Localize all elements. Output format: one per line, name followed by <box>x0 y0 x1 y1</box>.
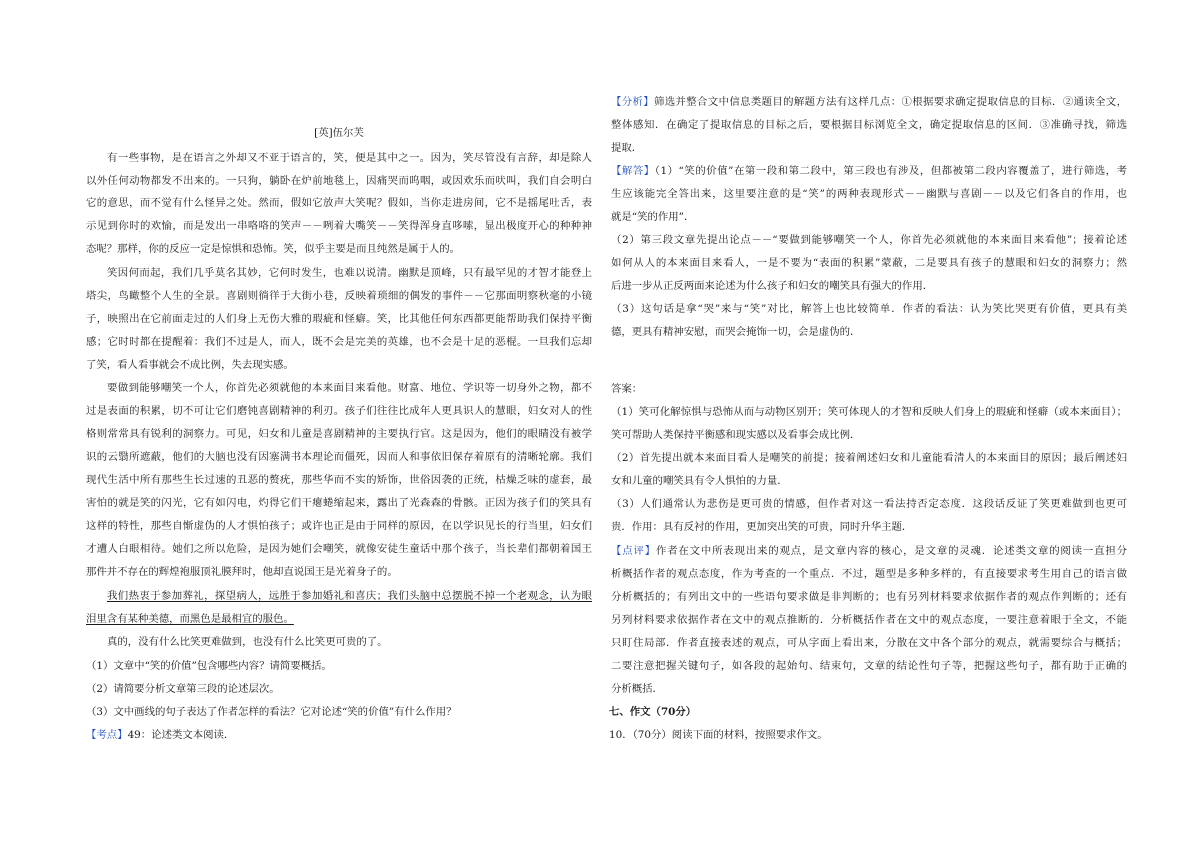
jieda-line <box>611 164 1127 178</box>
kaodian-line <box>86 728 592 742</box>
answer-line: （3）人们通常认为悲伤是更可贵的情感，但作者对这一看法持否定态度．这段话反证了笑更难做到也更可 <box>611 498 1127 510</box>
para3-line: 才遭人白眼相待。她们之所以危险，是因为她们会嘲笑，就像安徒生童话中那个孩子，当长辈们都朝着国王 <box>86 543 592 555</box>
kaodian-tag: 【考点】 <box>86 729 128 741</box>
answer-line: （2）首先提出就本来面目看人是嘲笑的前提；接着阐述妇女和儿童能看清人的本来面目的原因；最后阐述妇 <box>611 452 1127 464</box>
jieda-line: 生应该能完全答出来，这里要注意的是“笑”的两种表现形式－－幽默与喜剧－－以及它们各自的作用，也 <box>611 188 1127 200</box>
para1-line: 示见到你时的欢愉，而是发出一串咯咯的笑声－－咧着大嘴笑－－笑得浑身直哆嗦，显出极度开心的种种神 <box>86 220 592 232</box>
para1-line: 以外任何动物都发不出来的。一只狗，躺卧在炉前地毯上，因痛哭而呜咽，或因欢乐而吠叫，我们自会明白 <box>86 175 592 187</box>
jieda-line: （2）第三段文章先提出论点－－“要做到能够嘲笑一个人，你首先必须就他的本来面目来看他”；接着论述 <box>611 234 1127 246</box>
para1-line: 有一些事物，是在语言之外却又不亚于语言的，笑，便是其中之一。因为，笑尽管没有言辞，却是除人 <box>107 152 592 164</box>
dianping-line: 只盯住局部．作者直接表述的观点，可从字面上看出来，分散在文中各个部分的观点，就需要综合与概括； <box>611 637 1127 649</box>
para2-line: 子，映照出在它前面走过的人们身上无伤大雅的瑕疵和怪癖。笑，比其他任何东西都更能帮助我们保持平衡 <box>86 313 592 325</box>
underlined-sentence-wrap <box>86 612 592 626</box>
para3-line: 现代生活中所有那些生长过速的丑恶的赘疣，那些华而不实的矫饰，世俗因袭的正统，枯燥乏味的虚套，最 <box>86 474 592 486</box>
answer-label: 答案： <box>611 383 643 395</box>
jieda-line: 后进一步从正反两面来论述为什么孩子和妇女的嘲笑具有强大的作用． <box>611 280 934 292</box>
para3-line: 那件并不存在的辉煌袍服顶礼膜拜时，他却直说国王是光着身子的。 <box>86 566 398 578</box>
dianping-line: 分析概括． <box>611 683 663 695</box>
dianping-tag: 【点评】 <box>611 545 656 557</box>
fenxi-line: 提取． <box>611 142 643 154</box>
question-3: （3）文中画线的句子表达了作者怎样的看法？它对论述“笑的价值”有什么作用？ <box>86 706 457 718</box>
dianping-line: 析概括作者的观点态度，作为考查的一个重点．不过，题型是多种多样的，有直接要求考生用自己的语言做 <box>611 568 1127 580</box>
jieda-line: 就是“笑的作用”． <box>611 211 695 223</box>
dianping-text: 作者在文中所表现出来的观点，是文章内容的核心，是文章的灵魂．论述类文章的阅读一直担分 <box>655 545 1127 557</box>
underlined-sentence: 我们热衷于参加葬礼，探望病人，远胜于参加婚礼和喜庆；我们头脑中总摆脱不掉一个老观念，认为眼 <box>107 590 592 602</box>
para1-line: 它的意思，而不觉有什么怪异之处。然而，假如它放声大笑呢？假如，当你走进房间，它不是摇尾吐舌，表 <box>86 197 592 209</box>
para3-line: 格则常常具有锐利的洞察力。可见，妇女和儿童是喜剧精神的主要执行官。这是因为，他们的眼睛没有被学 <box>86 428 592 440</box>
author-line: [英]伍尔芙 <box>314 127 364 139</box>
underlined-sentence: 泪里含有某种美德，而黑色是最相宜的服色。 <box>86 613 294 625</box>
dianping-line: 另列材料要求依据作者在文中的观点推断的．分析概括作者在文中的观点态度，一要注意着眼于全文，不能 <box>611 614 1127 626</box>
question-1: （1）文章中“笑的价值”包含哪些内容？请简要概括。 <box>86 660 332 672</box>
para2-line: 了笑，看人看事就会不成比例，失去现实感。 <box>86 359 294 371</box>
para3-line: 过是表面的积累，切不可让它们磨钝喜剧精神的利刃。孩子们往往比成年人更具识人的慧眼，妇女对人的性 <box>86 405 592 417</box>
answer-line: （1）笑可化解惊惧与恐怖从而与动物区别开；笑可体现人的才智和反映人们身上的瑕疵和怪癖（或本来面目）； <box>611 406 1127 418</box>
jieda-line: 如何从人的本来面目来看人，一是不要为“表面的积累”蒙蔽，二是要具有孩子的慧眼和妇女的洞察力；然 <box>611 257 1127 269</box>
fenxi-line <box>611 95 1127 109</box>
fenxi-tag: 【分析】 <box>611 96 655 108</box>
answer-line: 女和儿童的嘲笑具有令人惧怕的力量． <box>611 475 788 487</box>
para3-line: 识的云翳所遮蔽，他们的大脑也没有因塞满书本理论而僵死，因而人和事依旧保存着原有的清晰轮廓。我们 <box>86 451 592 463</box>
answer-line: 贵．作用：具有反衬的作用，更加突出笑的可贵，同时升华主题． <box>611 521 913 533</box>
question-10: 10．（70分）阅读下面的材料，按照要求作文。 <box>609 729 828 741</box>
dianping-line: 二要注意把握关键句子，如各段的起始句、结束句，文章的结论性句子等，把握这些句子，都有助于正确的 <box>611 660 1127 672</box>
kaodian-text: 49：论述类文本阅读． <box>127 729 235 741</box>
para2-line: 笑因何而起，我们几乎莫名其妙，它何时发生，也难以说清。幽默是顶峰，只有最罕见的才智才能登上 <box>107 267 592 279</box>
jieda-line: 德，更具有精神安慰，而哭会掩饰一切，会是虚伪的． <box>611 326 861 338</box>
dianping-line: 分析概括的；有列出文中的一些语句要求做是非判断的；也有另列材料要求依据作者的观点作判断的；还有 <box>611 591 1127 603</box>
question-2: （2）请简要分析文章第三段的论述层次。 <box>86 683 280 695</box>
para2-line: 塔尖，鸟瞰整个人生的全景。喜剧则徜徉于大街小巷，反映着琐细的偶发的事件－－它那面明察秋毫的小镜 <box>86 290 592 302</box>
para2-line: 感；它时时都在提醒着：我们不过是人，而人，既不会是完美的英雄，也不会是十足的恶棍。一旦我们忘却 <box>86 336 592 348</box>
fenxi-line: 整体感知．在确定了提取信息的目标之后，要根据目标浏览全文，确定提取信息的区间．③准确寻找，筛选 <box>611 119 1127 131</box>
para3-line: 这样的特性，那些自惭虚伪的人才惧怕孩子；或许也正是由于同样的原因，在以学识见长的行当里，妇女们 <box>86 520 592 532</box>
para3-line: 害怕的就是笑的闪光，它有如闪电，灼得它们干瘪蜷缩起来，露出了光森森的骨骸。正因为孩子们的笑具有 <box>86 497 592 509</box>
para1-line: 态呢？那样，你的反应一定是惊惧和恐怖。笑，似乎主要是而且纯然是属于人的。 <box>86 243 461 255</box>
jieda-line: （3）这句话是拿“哭”来与“笑”对比，解答上也比较简单．作者的看法：认为笑比哭更有价值，更具有美 <box>611 303 1127 315</box>
para3-line: 要做到能够嘲笑一个人，你首先必须就他的本来面目来看他。财富、地位、学识等一切身外之物，都不 <box>107 382 592 394</box>
fenxi-text: 筛选并整合文中信息类题目的解题方法有这样几点：①根据要求确定提取信息的目标．②通读全文， <box>654 96 1127 108</box>
jieda-tag: 【解答】 <box>611 165 655 177</box>
underlined-sentence-wrap <box>107 589 592 603</box>
section-heading: 七、作文（70分） <box>609 706 697 718</box>
answer-line: 笑可帮助人类保持平衡感和现实感以及看事会成比例． <box>611 429 861 441</box>
para5-line: 真的，没有什么比笑更难做到，也没有什么比笑更可贵的了。 <box>107 636 388 648</box>
jieda-text: （1）“笑的价值”在第一段和第二段中，第三段也有涉及，但都被第二段内容覆盖了，进行筛选，考 <box>654 165 1127 177</box>
dianping-line <box>611 544 1127 558</box>
